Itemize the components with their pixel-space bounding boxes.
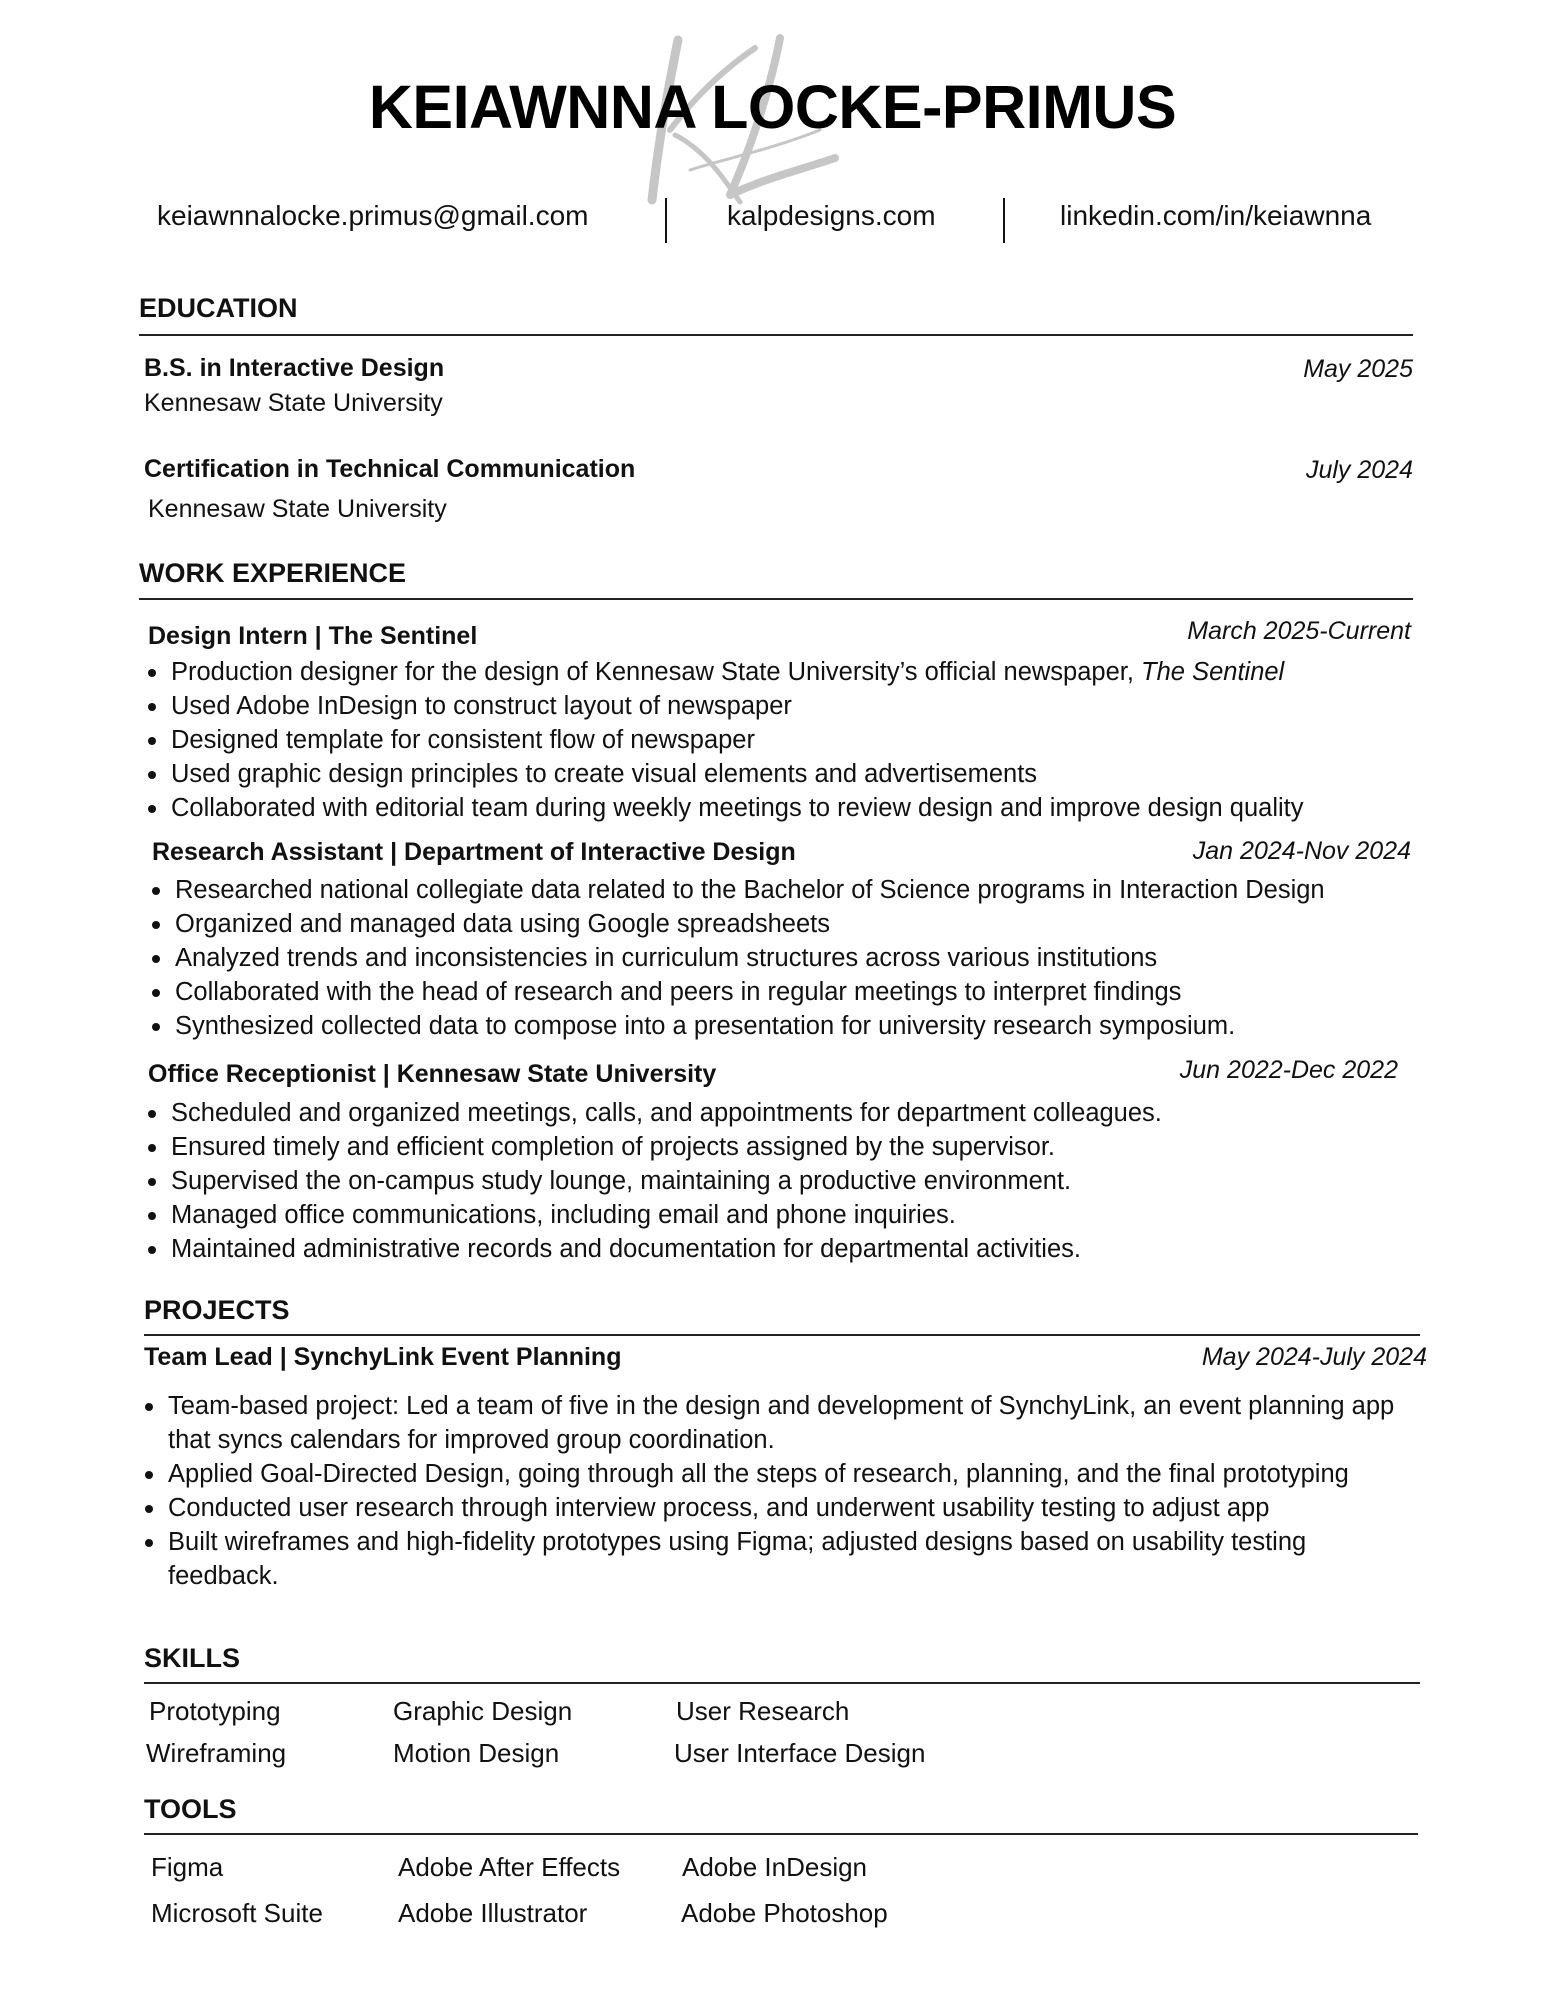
section-divider — [139, 598, 1413, 600]
list-item: Organized and managed data using Google spreadsheets — [149, 907, 1325, 941]
contact-email[interactable]: keiawnnalocke.primus@gmail.com — [157, 200, 589, 231]
list-item: Collaborated with editorial team during weekly meetings to review design and improve design quality — [145, 791, 1304, 825]
candidate-name: KEIAWNNA LOCKE-PRIMUS — [368, 73, 1177, 141]
job-title: Design Intern | The Sentinel — [148, 622, 478, 650]
education-date: July 2024 — [1305, 456, 1413, 484]
tool-item: Adobe InDesign — [682, 1852, 868, 1882]
job-date: Jun 2022-Dec 2022 — [1179, 1056, 1398, 1084]
list-item: Maintained administrative records and documentation for departmental activities. — [145, 1232, 1162, 1266]
list-item: Team-based project: Led a team of five in the design and development of SynchyLink, an event planning app that syncs calendars for improved group coordination. — [142, 1389, 1412, 1457]
list-item: Conducted user research through interview process, and underwent usability testing to adjust app — [142, 1491, 1412, 1525]
education-date: May 2025 — [1303, 355, 1413, 383]
list-item: Used graphic design principles to create visual elements and advertisements — [145, 757, 1304, 791]
section-divider — [144, 1682, 1420, 1684]
education-degree: B.S. in Interactive Design — [144, 354, 445, 382]
job-title: Office Receptionist | Kennesaw State University — [148, 1060, 717, 1088]
list-item: Built wireframes and high-fidelity prototypes using Figma; adjusted designs based on usability testing feedback. — [142, 1525, 1412, 1593]
contact-linkedin[interactable]: linkedin.com/in/keiawnna — [1060, 200, 1372, 231]
job-bullets — [145, 1096, 1162, 1266]
section-divider — [144, 1334, 1420, 1336]
list-item: Ensured timely and efficient completion of projects assigned by the supervisor. — [145, 1130, 1162, 1164]
skill-item: Graphic Design — [393, 1696, 573, 1726]
list-item: Analyzed trends and inconsistencies in curriculum structures across various institutions — [149, 941, 1325, 975]
contact-divider — [665, 198, 667, 243]
list-item: Managed office communications, including email and phone inquiries. — [145, 1198, 1162, 1232]
job-bullets — [149, 873, 1325, 1043]
tool-item: Microsoft Suite — [151, 1898, 323, 1928]
tool-item: Figma — [151, 1852, 224, 1882]
job-bullets — [145, 655, 1304, 825]
list-item: Collaborated with the head of research and peers in regular meetings to interpret findings — [149, 975, 1325, 1009]
list-item: Researched national collegiate data related to the Bachelor of Science programs in Interaction Design — [149, 873, 1325, 907]
skill-item: Prototyping — [149, 1696, 281, 1726]
education-degree: Certification in Technical Communication — [144, 455, 636, 483]
skill-item: User Research — [676, 1696, 850, 1726]
project-title: Team Lead | SynchyLink Event Planning — [144, 1343, 622, 1371]
list-item: Scheduled and organized meetings, calls, and appointments for department colleagues. — [145, 1096, 1162, 1130]
work-heading: WORK EXPERIENCE — [139, 558, 407, 588]
education-heading: EDUCATION — [139, 293, 298, 323]
projects-heading: PROJECTS — [144, 1295, 290, 1325]
tool-item: Adobe Illustrator — [398, 1898, 588, 1928]
skill-item: User Interface Design — [674, 1738, 926, 1768]
skill-item: Wireframing — [146, 1738, 287, 1768]
job-date: Jan 2024-Nov 2024 — [1192, 837, 1411, 865]
education-school: Kennesaw State University — [144, 389, 443, 417]
section-divider — [139, 334, 1413, 336]
list-item: Synthesized collected data to compose into a presentation for university research symposium. — [149, 1009, 1325, 1043]
list-item: Applied Goal-Directed Design, going through all the steps of research, planning, and the final prototyping — [142, 1457, 1412, 1491]
publication-name: The Sentinel — [1141, 658, 1285, 686]
skill-item: Motion Design — [393, 1738, 560, 1768]
project-bullets — [142, 1389, 1412, 1593]
contact-website[interactable]: kalpdesigns.com — [727, 200, 936, 231]
list-item: Production designer for the design of Kennesaw State University’s official newspaper, The Sentinel — [145, 655, 1304, 689]
tool-item: Adobe Photoshop — [681, 1898, 888, 1928]
tool-item: Adobe After Effects — [398, 1852, 621, 1882]
section-divider — [144, 1833, 1418, 1835]
education-school: Kennesaw State University — [148, 495, 447, 523]
skills-heading: SKILLS — [144, 1643, 241, 1673]
contact-divider — [1003, 198, 1005, 243]
list-item: Used Adobe InDesign to construct layout of newspaper — [145, 689, 1304, 723]
list-item: Supervised the on-campus study lounge, maintaining a productive environment. — [145, 1164, 1162, 1198]
project-date: May 2024-July 2024 — [1201, 1343, 1427, 1371]
job-title: Research Assistant | Department of Interactive Design — [152, 838, 796, 866]
list-item: Designed template for consistent flow of newspaper — [145, 723, 1304, 757]
tools-heading: TOOLS — [144, 1794, 237, 1824]
job-date: March 2025-Current — [1187, 617, 1411, 645]
